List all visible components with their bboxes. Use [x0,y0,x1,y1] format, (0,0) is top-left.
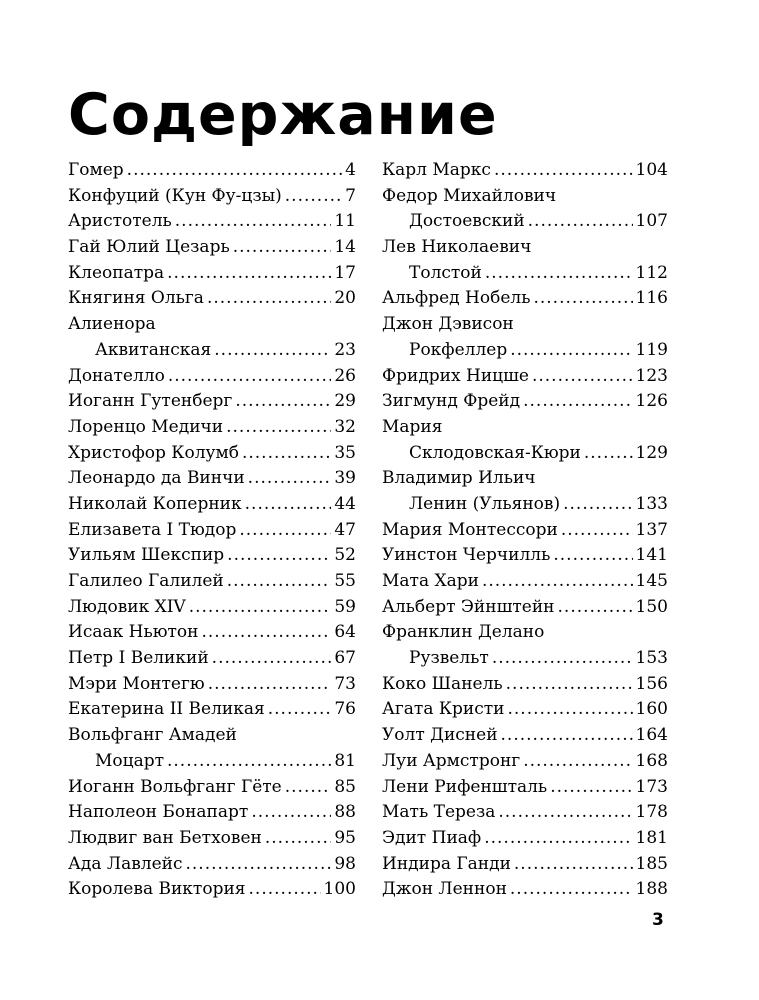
toc-entry-title: Людовик XIV [68,596,186,617]
toc-entry [68,620,356,646]
toc-entry-line [68,158,356,184]
toc-entry [382,466,668,517]
dot-leader [494,158,633,184]
toc-entry-title: Лев Николаевич [382,237,532,258]
dot-leader [532,364,633,390]
toc-entry-title: Аристотель [68,211,172,232]
dot-leader [498,800,632,826]
toc-entry [68,775,356,801]
toc-entry-title: Эдит Пиаф [382,827,482,848]
toc-entry-page: 168 [635,750,668,771]
toc-entry-line [382,620,668,646]
toc-entry-page: 181 [635,827,668,848]
toc-entry [382,775,668,801]
toc-entry-continuation-line [382,492,668,518]
toc-entry-title: Вольфганг Амадей [68,725,237,746]
toc-entry [382,286,668,312]
toc-entry-title: Уолт Дисней [382,725,498,746]
toc-entry-title: Конфуций (Кун Фу-цзы) [68,185,282,206]
toc-entry-continuation-line [382,338,668,364]
toc-entry [68,672,356,698]
toc-entry-line [68,209,356,235]
toc-entry [68,646,356,672]
toc-entry [68,389,356,415]
toc-entry-title: Толстой [409,262,482,283]
toc-entry-page: 55 [334,571,356,591]
toc-entry [382,877,668,903]
toc-entry [68,800,356,826]
dot-leader [249,877,321,903]
toc-entry-page: 123 [635,365,668,386]
dot-leader [558,595,633,621]
toc-entry-line [382,800,668,826]
toc-entry [382,672,668,698]
toc-entry [68,595,356,621]
toc-entry-title: Христофор Колумб [68,442,239,463]
toc-entry-line [382,595,668,621]
toc-entry-page: 178 [635,802,668,823]
toc-entry-page: 11 [334,211,356,232]
toc-entry [68,286,356,312]
toc-entry-page: 76 [334,699,356,720]
toc-entry-page: 64 [334,622,356,643]
toc-entry-line [68,800,356,826]
toc-entry-page: 7 [345,185,356,206]
toc-entry-title: Мария Монтессори [382,519,558,540]
toc-entry-line [382,877,668,903]
toc-entry [382,852,668,878]
toc-entry [68,415,356,441]
toc-entry-title: Клеопатра [68,262,165,283]
toc-entry [68,441,356,467]
toc-entry-line [68,415,356,441]
dot-leader [510,877,633,903]
toc-entry-line [68,595,356,621]
toc-entry-page: 35 [334,442,356,463]
toc-entry-page: 173 [635,776,668,797]
toc-entry-continuation-line [382,441,668,467]
toc-entry-title: Людвиг ван Бетховен [68,827,262,848]
toc-entry-line [382,184,668,210]
toc-entry-line [382,723,668,749]
toc-entry-title: Зигмунд Фрейд [382,391,521,412]
toc-entry-title: Гай Юлий Цезарь [68,237,230,258]
toc-entry-line [382,415,668,441]
toc-entry-line [68,646,356,672]
dot-leader [510,338,632,364]
toc-entry [382,518,668,544]
toc-entry [68,466,356,492]
toc-entry-line [382,158,668,184]
toc-entry [382,620,668,671]
toc-entry-page: 32 [334,416,356,437]
dot-leader [207,286,331,312]
toc-entry [68,569,356,595]
toc-entry [382,389,668,415]
toc-entry-line [68,261,356,287]
dot-leader [528,209,633,235]
dot-leader [214,338,331,364]
toc-entry-line [382,672,668,698]
toc-entry-page: 73 [334,673,356,694]
toc-entry [382,158,668,184]
toc-entry-title: Мата Хари [382,571,479,591]
dot-leader [268,697,332,723]
toc-entry-line [382,389,668,415]
toc-entry-title: Франклин Делано [382,622,545,643]
toc-entry-line [68,286,356,312]
dot-leader [501,723,633,749]
toc-entry-page: 126 [635,391,668,412]
dot-leader [242,441,331,467]
toc-entry-page: 133 [635,493,668,514]
dot-leader [227,569,332,595]
toc-entry-line [382,543,668,569]
toc-entry-line [68,775,356,801]
toc-entry-title: Мать Тереза [382,802,496,823]
dot-leader [523,389,632,415]
dot-leader [189,595,332,621]
toc-entry [68,209,356,235]
toc-entry [382,569,668,595]
toc-entry-line [68,826,356,852]
dot-leader [508,697,633,723]
toc-entry [382,184,668,235]
toc-entry-page: 100 [323,879,356,900]
page-number: 3 [652,910,664,930]
toc-entry [382,415,668,466]
dot-leader [235,389,331,415]
toc-entry [68,312,356,363]
toc-entry-line [68,518,356,544]
dot-leader [175,209,332,235]
toc-entry-line [382,569,668,595]
dot-leader [523,749,632,775]
toc-entry-title: Ленин (Ульянов) [409,493,561,514]
toc-entry-page: 141 [635,545,668,566]
toc-entry-title: Рокфеллер [409,339,508,360]
toc-entry-line [382,852,668,878]
toc-entry-title: Индира Ганди [382,853,511,874]
toc-entry-title: Лоренцо Медичи [68,416,224,437]
dot-leader [285,775,332,801]
toc-entry [382,543,668,569]
toc-entry-line [68,312,356,338]
toc-entry-title: Лени Рифеншталь [382,776,548,797]
toc-entry [68,852,356,878]
toc-entry [68,158,356,184]
toc-entry-page: 29 [334,391,356,412]
toc-entry-continuation-line [382,646,668,672]
toc-entry-title: Княгиня Ольга [68,288,204,309]
toc-entry-page: 95 [334,827,356,848]
toc-entry-page: 98 [334,853,356,874]
toc-entry-page: 26 [334,365,356,386]
toc-entry [68,261,356,287]
toc-entry-title: Федор Михайлович [382,185,557,206]
toc-entry [382,364,668,390]
toc-entry-line [382,286,668,312]
toc-entry-page: 112 [635,262,668,283]
toc-entry-title: Петр I Великий [68,648,209,669]
toc-entry-title: Уильям Шекспир [68,545,225,566]
toc-entry-page: 81 [334,750,356,771]
dot-leader [233,235,332,261]
dot-leader [550,775,632,801]
toc-entry-title: Николай Коперник [68,493,242,514]
toc-entry-title: Склодовская-Кюри [409,442,581,463]
toc-entry [382,697,668,723]
toc-entry-title: Елизавета I Тюдор [68,519,237,540]
page-title: Содержание [68,82,498,148]
toc-entry-line [68,697,356,723]
toc-entry-line [382,518,668,544]
dot-leader [561,518,633,544]
toc-entry [68,235,356,261]
toc-entry-page: 52 [334,545,356,566]
toc-entry-title: Луи Армстронг [382,750,521,771]
dot-leader [553,543,632,569]
dot-leader [563,492,632,518]
toc-entry-title: Альберт Эйнштейн [382,596,555,617]
toc-entry-page: 160 [635,699,668,720]
dot-leader [248,466,332,492]
toc-entry-line [68,389,356,415]
dot-leader [239,518,331,544]
toc-entry-title: Альфред Нобель [382,288,531,309]
toc-entry-page: 47 [334,519,356,540]
toc-entry-title: Наполеон Бонапарт [68,802,249,823]
toc-entry-page: 17 [334,262,356,283]
toc-entry-line [68,184,356,210]
dot-leader [506,672,633,698]
toc-entry-line [68,543,356,569]
dot-leader [245,492,332,518]
dot-leader [514,852,633,878]
toc-entry-page: 145 [635,571,668,591]
toc-entry-title: Леонардо да Винчи [68,468,245,489]
toc-entry-title: Фридрих Ницше [382,365,529,386]
toc-right-column [382,158,668,903]
toc-entry [382,595,668,621]
dot-leader [202,620,332,646]
toc-entry-page: 59 [334,596,356,617]
toc-entry-title: Иоганн Гутенберг [68,391,233,412]
toc-entry [382,312,668,363]
toc-entry-title: Агата Кристи [382,699,505,720]
toc-entry [68,543,356,569]
toc-entry-title: Исаак Ньютон [68,622,199,643]
toc-entry-page: 156 [635,673,668,694]
toc-entry [68,492,356,518]
toc-entry-line [68,492,356,518]
toc-entry-title: Гомер [68,160,124,180]
dot-leader [127,158,343,184]
toc-entry-title: Аквитанская [95,339,212,360]
toc-entry [68,184,356,210]
toc-entry-page: 185 [635,853,668,874]
toc-entry-page: 129 [635,442,668,463]
toc-entry [382,800,668,826]
toc-entry-page: 23 [334,339,356,360]
toc-entry-page: 153 [635,648,668,669]
dot-leader [482,569,633,595]
toc-entry-line [68,466,356,492]
toc-entry-title: Достоевский [409,211,525,232]
toc-entry-line [382,775,668,801]
toc-entry-line [68,620,356,646]
toc-entry [382,749,668,775]
toc-entry [68,723,356,774]
toc-entry-line [68,235,356,261]
toc-entry-page: 119 [635,339,668,360]
toc-entry-page: 44 [334,493,356,514]
dot-leader [485,261,633,287]
toc-entry-line [382,466,668,492]
toc-entry [68,364,356,390]
toc-entry-continuation-line [68,338,356,364]
dot-leader [265,826,332,852]
toc-entry-page: 85 [334,776,356,797]
dot-leader [584,441,633,467]
toc-entry [68,877,356,903]
toc-entry [382,826,668,852]
toc-entry-line [382,364,668,390]
toc-entry-page: 39 [334,468,356,489]
toc-entry-title: Уинстон Черчилль [382,545,551,566]
dot-leader [185,852,331,878]
toc-entry-title: Джон Дэвисон [382,314,514,335]
toc-entry-line [68,569,356,595]
toc-entry-page: 116 [635,288,668,309]
toc-entry-line [68,877,356,903]
dot-leader [227,543,331,569]
toc-entry-page: 88 [334,802,356,823]
toc-entry-title: Моцарт [95,750,164,771]
dot-leader [492,646,633,672]
toc-entry-line [382,312,668,338]
toc-entry-page: 104 [635,160,668,180]
toc-entry-title: Алиенора [68,314,156,335]
dot-leader [484,826,632,852]
toc-entry [382,723,668,749]
toc-entry-title: Мэри Монтегю [68,673,205,694]
dot-leader [212,646,332,672]
toc-entry-title: Галилео Галилей [68,571,224,591]
toc-entry-page: 20 [334,288,356,309]
toc-entry-line [68,672,356,698]
dot-leader [168,364,332,390]
toc-entry-page: 137 [635,519,668,540]
toc-entry-line [68,441,356,467]
toc-entry-line [382,826,668,852]
toc-entry-line [382,697,668,723]
toc-entry-title: Карл Маркс [382,160,491,180]
toc-entry [382,235,668,286]
dot-leader [167,261,331,287]
toc-entry-title: Коко Шанель [382,673,503,694]
toc-entry-title: Ада Лавлейс [68,853,183,874]
dot-leader [285,184,342,210]
toc-entry-title: Мария [382,416,443,437]
toc-entry-title: Королева Виктория [68,879,246,900]
toc-entry-title: Иоганн Вольфганг Гёте [68,776,282,797]
toc-entry-line [382,749,668,775]
toc-entry-line [68,723,356,749]
toc-entry-page: 164 [635,725,668,746]
toc-entry-title: Донателло [68,365,165,386]
toc-entry-line [68,364,356,390]
toc-entry-page: 14 [334,237,356,258]
toc-entry-continuation-line [382,261,668,287]
toc-entry-continuation-line [68,749,356,775]
toc-left-column [68,158,356,903]
toc-entry-continuation-line [382,209,668,235]
toc-entry-page: 188 [635,879,668,900]
toc-entry-title: Рузвельт [409,648,489,669]
toc-entry-title: Екатерина II Великая [68,699,265,720]
dot-leader [226,415,331,441]
toc-entry-page: 4 [345,160,356,180]
toc-entry-line [68,852,356,878]
dot-leader [251,800,331,826]
toc-entry-line [382,235,668,261]
toc-entry [68,518,356,544]
dot-leader [167,749,331,775]
toc-entry-page: 107 [635,211,668,232]
toc-entry-title: Владимир Ильич [382,468,536,489]
dot-leader [208,672,332,698]
toc-entry-page: 67 [334,648,356,669]
dot-leader [533,286,632,312]
toc-entry [68,697,356,723]
toc-entry-page: 150 [635,596,668,617]
toc-entry-title: Джон Леннон [382,879,507,900]
toc-entry [68,826,356,852]
